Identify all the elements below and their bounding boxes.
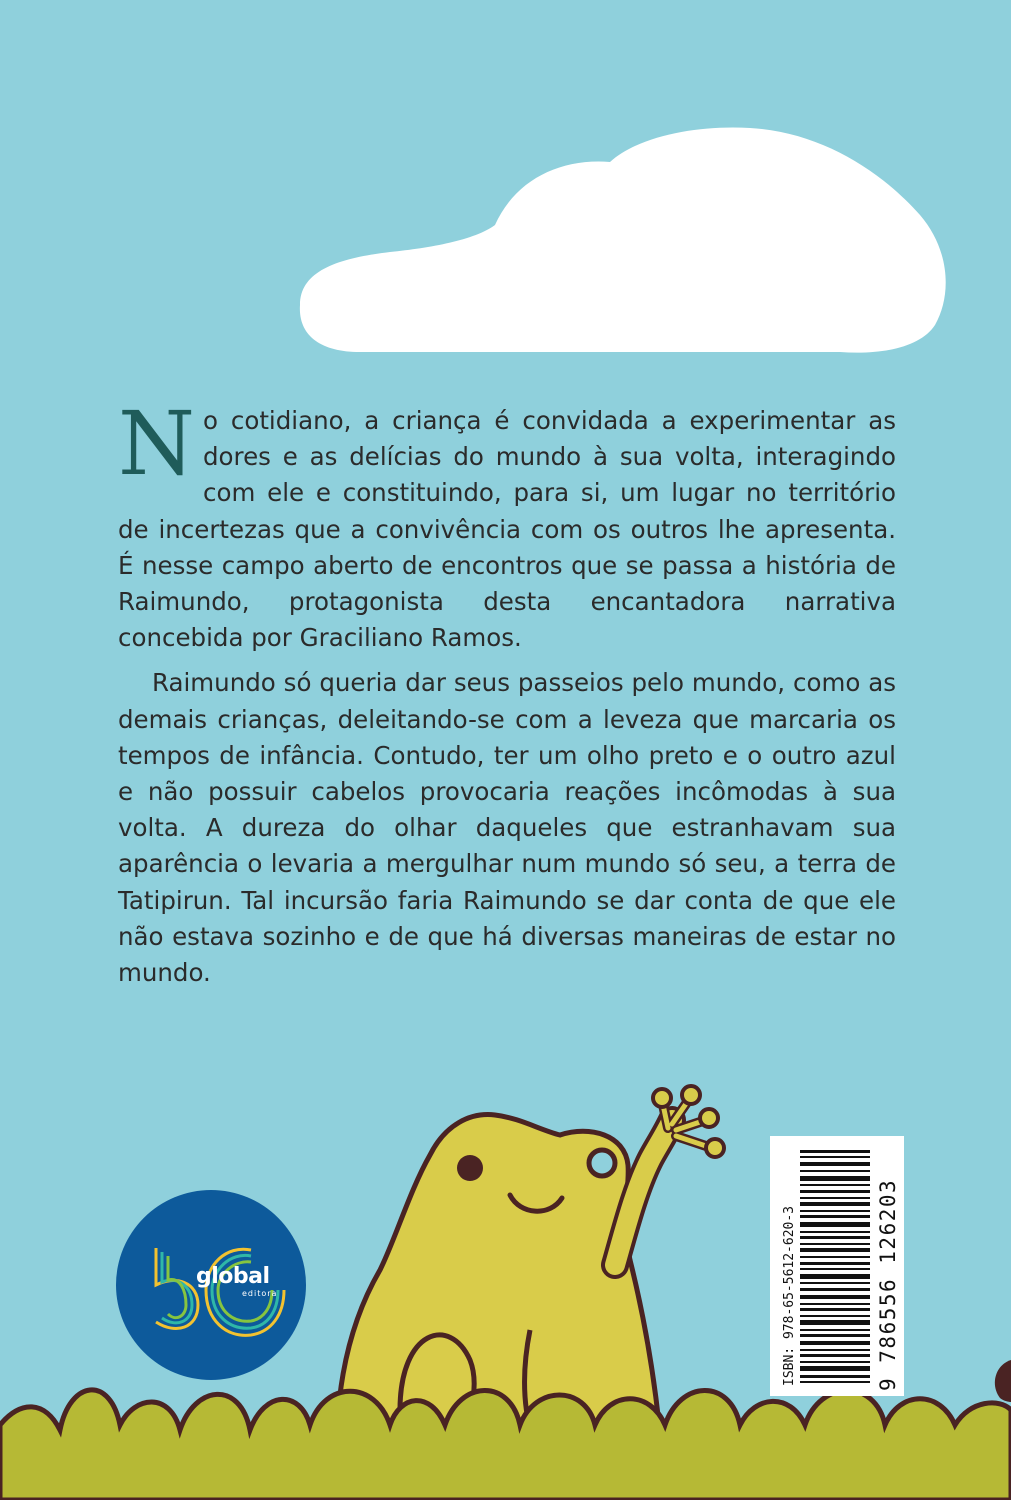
synopsis-text (118, 392, 896, 991)
paragraph-1-text: o cotidiano, a criança é convidada a experimentar as dores e as delícias do mundo à sua volta, interagindo com ele e constituindo, para si, um lugar no território de incertezas que a convivência com os outros lhe apresenta. É nesse campo aberto de encontros que se passa a história de Raimundo, protagonista desta encantadora narrativa concebida por Graciliano Ramos. (118, 406, 896, 653)
drop-cap: N (118, 392, 195, 495)
isbn-number: ISBN: 978-65-5612-620-3 (782, 1205, 797, 1386)
barcode-bars (800, 1146, 870, 1386)
publisher-logo (116, 1190, 306, 1380)
barcode-digits: 9 786556 126203 (876, 1178, 900, 1391)
paragraph-1 (118, 392, 896, 656)
logo-subtitle: editora (242, 1289, 278, 1298)
cloud-illustration (280, 120, 960, 360)
isbn-barcode (770, 1136, 904, 1396)
grass-illustration (0, 1390, 1011, 1500)
logo-name: global (196, 1264, 270, 1289)
paragraph-2: Raimundo só queria dar seus passeios pelo mundo, como as demais crianças, deleitando-se com a leveza que marcaria os tempos de infância. Contudo, ter um olho preto e o outro azul e não possuir cabelos provocaria reações incômodas à sua volta. A dureza do olhar daqueles que estranhavam sua aparência o levaria a mergulhar num mundo só seu, a terra de Tatipirun. Tal incursão faria Raimundo se dar conta de que ele não estava sozinho e de que há diversas maneiras de estar no mundo. (118, 668, 896, 988)
